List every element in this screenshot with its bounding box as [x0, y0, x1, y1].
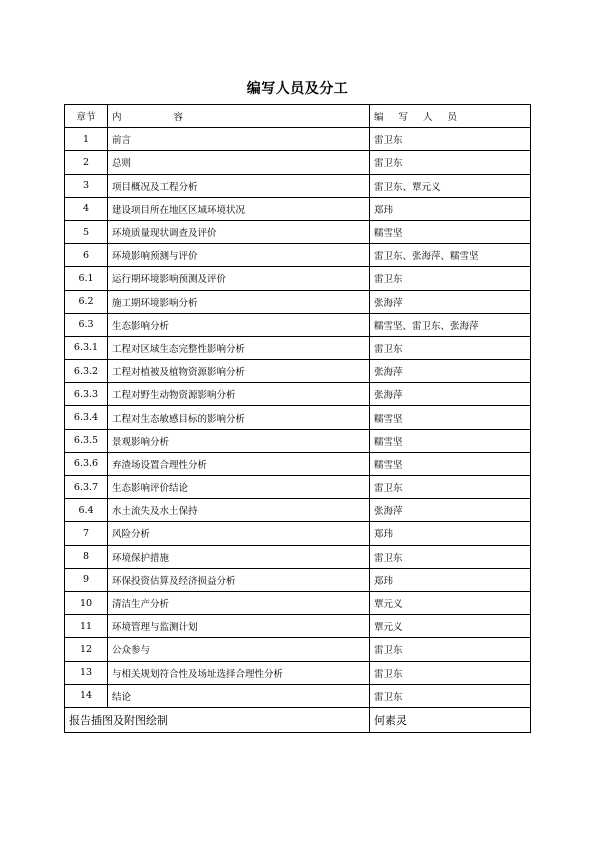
table-row [65, 545, 531, 568]
person-cell: 糯雪坚 [370, 220, 531, 243]
chapter-cell: 6.3.5 [65, 429, 108, 452]
table-row [65, 220, 531, 243]
table-row [65, 429, 531, 452]
person-cell: 糯雪坚 [370, 406, 531, 429]
person-cell: 覃元义 [370, 591, 531, 614]
chapter-cell: 6.3.3 [65, 383, 108, 406]
person-cell: 雷卫东 [370, 267, 531, 290]
person-cell: 雷卫东、张海萍、糯雪坚 [370, 244, 531, 267]
chapter-cell: 11 [65, 615, 108, 638]
table-row [65, 615, 531, 638]
chapter-cell: 14 [65, 684, 108, 707]
person-cell: 雷卫东 [370, 336, 531, 359]
chapter-cell: 6.3.7 [65, 476, 108, 499]
content-cell: 环境保护措施 [108, 545, 370, 568]
chapter-cell: 10 [65, 591, 108, 614]
content-cell: 景观影响分析 [108, 429, 370, 452]
header-content [108, 105, 370, 128]
content-cell: 施工期环境影响分析 [108, 290, 370, 313]
content-cell: 工程对区域生态完整性影响分析 [108, 336, 370, 359]
chapter-cell: 6 [65, 244, 108, 267]
chapter-cell: 6.4 [65, 499, 108, 522]
header-person: 编 写 人 员 [370, 105, 531, 128]
content-cell: 环保投资估算及经济损益分析 [108, 568, 370, 591]
table-row [65, 568, 531, 591]
content-cell: 总则 [108, 151, 370, 174]
person-cell: 张海萍 [370, 499, 531, 522]
page-title: 编写人员及分工 [246, 81, 349, 97]
content-cell: 生态影响评价结论 [108, 476, 370, 499]
table-row [65, 684, 531, 707]
chapter-cell: 1 [65, 128, 108, 151]
chapter-cell: 5 [65, 220, 108, 243]
table-row [65, 499, 531, 522]
table-row [65, 336, 531, 359]
chapter-cell: 12 [65, 638, 108, 661]
table-row [65, 174, 531, 197]
chapter-cell: 6.3 [65, 313, 108, 336]
person-cell: 雷卫东 [370, 661, 531, 684]
person-cell: 糯雪坚 [370, 452, 531, 475]
person-cell: 张海萍 [370, 383, 531, 406]
person-cell: 糯雪坚 [370, 429, 531, 452]
chapter-cell: 3 [65, 174, 108, 197]
person-cell: 雷卫东 [370, 128, 531, 151]
chapter-cell: 6.3.4 [65, 406, 108, 429]
table-row [65, 128, 531, 151]
table-row [65, 313, 531, 336]
content-cell: 工程对野生动物资源影响分析 [108, 383, 370, 406]
person-cell: 雷卫东 [370, 151, 531, 174]
person-cell: 郑玮 [370, 197, 531, 220]
chapter-cell: 7 [65, 522, 108, 545]
table-row [65, 383, 531, 406]
table-row [65, 476, 531, 499]
content-cell: 清洁生产分析 [108, 591, 370, 614]
table-row [65, 151, 531, 174]
person-cell: 雷卫东 [370, 545, 531, 568]
content-cell: 水土流失及水土保持 [108, 499, 370, 522]
footer-label: 报告插图及附图绘制 [65, 707, 370, 732]
chapter-cell: 6.3.6 [65, 452, 108, 475]
person-cell: 覃元义 [370, 615, 531, 638]
footer-person: 何素灵 [370, 707, 531, 732]
table-row [65, 360, 531, 383]
person-cell: 张海萍 [370, 290, 531, 313]
table-row [65, 452, 531, 475]
header-content-left: 内 [112, 112, 122, 124]
header-content-right: 容 [173, 112, 184, 124]
content-cell: 环境质量现状调查及评价 [108, 220, 370, 243]
chapter-cell: 6.2 [65, 290, 108, 313]
person-cell: 郑玮 [370, 568, 531, 591]
content-cell: 运行期环境影响预测及评价 [108, 267, 370, 290]
table-row [65, 244, 531, 267]
table-row [65, 522, 531, 545]
content-cell: 公众参与 [108, 638, 370, 661]
table-row [65, 661, 531, 684]
chapter-cell: 13 [65, 661, 108, 684]
person-cell: 雷卫东 [370, 476, 531, 499]
content-cell: 工程对植被及植物资源影响分析 [108, 360, 370, 383]
content-cell: 与相关规划符合性及场址选择合理性分析 [108, 661, 370, 684]
content-cell: 生态影响分析 [108, 313, 370, 336]
staff-assignment-table [64, 104, 531, 733]
person-cell: 雷卫东 [370, 638, 531, 661]
content-cell: 环境影响预测与评价 [108, 244, 370, 267]
person-cell: 张海萍 [370, 360, 531, 383]
person-cell: 雷卫东、覃元义 [370, 174, 531, 197]
content-cell: 弃渣场设置合理性分析 [108, 452, 370, 475]
table-row [65, 197, 531, 220]
person-cell: 郑玮 [370, 522, 531, 545]
content-cell: 结论 [108, 684, 370, 707]
table-body [65, 105, 531, 733]
header-chapter: 章节 [65, 105, 108, 128]
content-cell: 环境管理与监测计划 [108, 615, 370, 638]
chapter-cell: 2 [65, 151, 108, 174]
table-header-row [65, 105, 531, 128]
content-cell: 风险分析 [108, 522, 370, 545]
table-row [65, 290, 531, 313]
chapter-cell: 9 [65, 568, 108, 591]
person-cell: 糯雪坚、雷卫东、张海萍 [370, 313, 531, 336]
table-row [65, 638, 531, 661]
content-cell: 项目概况及工程分析 [108, 174, 370, 197]
content-cell: 工程对生态敏感目标的影响分析 [108, 406, 370, 429]
chapter-cell: 8 [65, 545, 108, 568]
person-cell: 雷卫东 [370, 684, 531, 707]
chapter-cell: 6.1 [65, 267, 108, 290]
table-row [65, 406, 531, 429]
chapter-cell: 6.3.2 [65, 360, 108, 383]
content-cell: 建设项目所在地区区域环境状况 [108, 197, 370, 220]
chapter-cell: 4 [65, 197, 108, 220]
content-cell: 前言 [108, 128, 370, 151]
table-row [65, 267, 531, 290]
table-footer-row [65, 707, 531, 732]
chapter-cell: 6.3.1 [65, 336, 108, 359]
table-row [65, 591, 531, 614]
